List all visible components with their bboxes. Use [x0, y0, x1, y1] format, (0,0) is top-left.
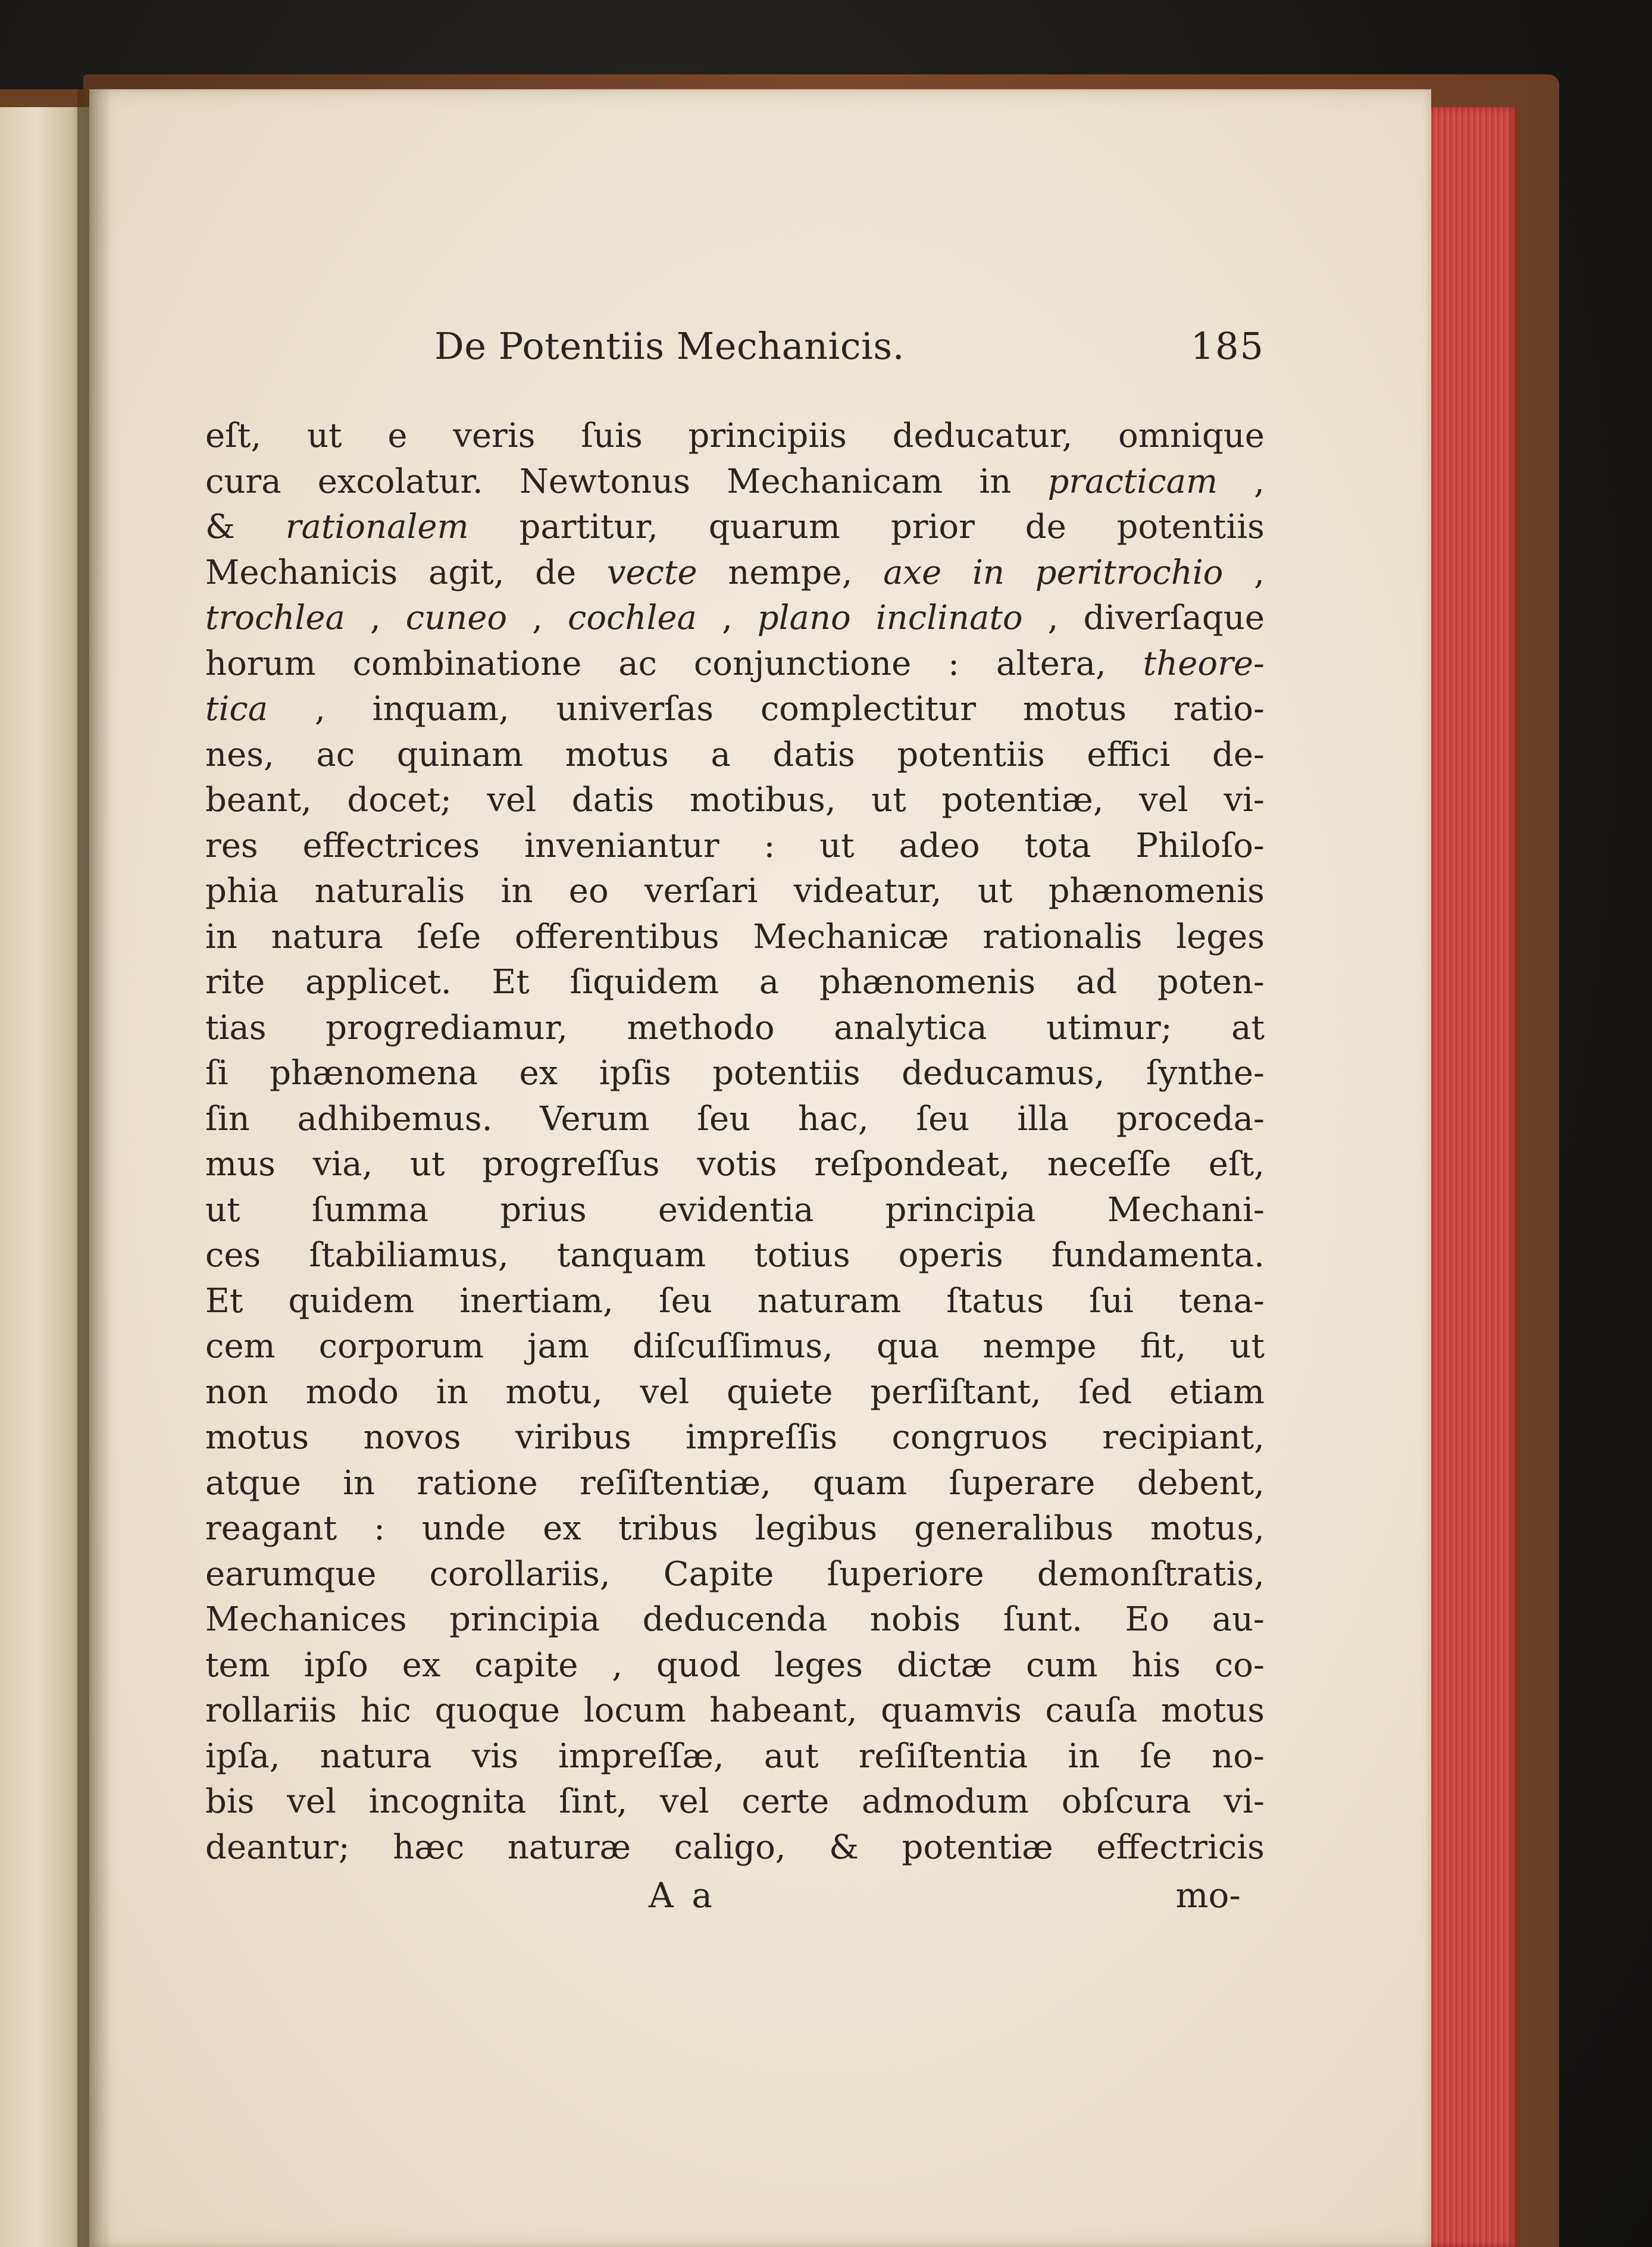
text-word: deducatur,: [892, 417, 1073, 455]
text-word: in: [205, 917, 237, 956]
text-line: [205, 1415, 1265, 1461]
text-word: in: [436, 1372, 468, 1412]
text-word: Philoſo-: [1135, 826, 1265, 865]
text-word: in: [343, 1463, 376, 1503]
text-word: Mechanicis: [205, 553, 398, 592]
text-line: [205, 733, 1265, 778]
text-word: modo: [305, 1372, 399, 1412]
text-word: deducenda: [642, 1600, 828, 1639]
text-word: impreſſæ,: [558, 1736, 724, 1776]
page-content: [205, 324, 1265, 1929]
text-word: rite: [205, 963, 265, 1002]
text-word: diverſaque: [1083, 599, 1265, 637]
text-word: eſt,: [1208, 1145, 1265, 1184]
text-word: ſtatus: [946, 1281, 1044, 1320]
text-word: earumque: [205, 1554, 377, 1594]
text-word: principia: [885, 1190, 1036, 1229]
text-line: [205, 1779, 1265, 1825]
text-word: ipſo: [304, 1645, 368, 1685]
text-word: tota: [1024, 826, 1091, 865]
text-body: [205, 414, 1265, 1870]
text-line: [205, 1051, 1265, 1097]
text-word: ſuperare: [949, 1463, 1096, 1503]
text-word: plano: [757, 599, 851, 637]
text-word: &: [829, 1827, 859, 1867]
text-word: generalibus: [914, 1509, 1113, 1548]
red-fore-edge: [1428, 107, 1518, 2247]
text-word: trochlea: [205, 599, 345, 637]
text-word: phia: [205, 872, 279, 910]
text-line: [205, 1142, 1265, 1188]
text-word: in: [972, 553, 1005, 592]
text-line: [205, 1279, 1265, 1325]
text-word: nobis: [869, 1600, 961, 1639]
text-word: ſui: [1089, 1281, 1134, 1320]
text-word: au-: [1212, 1600, 1265, 1639]
text-word: ,: [1254, 462, 1265, 501]
text-word: ,: [721, 599, 733, 637]
text-line: [205, 1597, 1265, 1643]
text-word: reſpondeat,: [814, 1145, 1010, 1184]
text-word: ,: [612, 1645, 623, 1685]
text-word: tanquam: [556, 1236, 706, 1275]
text-word: unde: [421, 1509, 506, 1548]
text-word: effici: [1087, 735, 1171, 774]
text-word: qua: [877, 1327, 940, 1366]
text-line: [205, 1233, 1265, 1279]
text-word: motibus,: [689, 781, 836, 819]
text-line: [205, 596, 1265, 641]
text-line: [205, 824, 1265, 869]
text-word: co-: [1214, 1645, 1265, 1685]
text-word: vecte: [606, 553, 697, 592]
text-line: [205, 1734, 1265, 1780]
text-word: adeo: [899, 826, 980, 865]
text-word: quinam: [396, 735, 524, 774]
text-word: natura: [271, 917, 383, 956]
text-line: [205, 1188, 1265, 1234]
text-word: ſeu: [916, 1099, 970, 1138]
text-word: Et: [205, 1281, 243, 1320]
text-word: his: [1131, 1645, 1181, 1685]
text-line: [205, 915, 1265, 960]
text-word: ſeu: [658, 1281, 712, 1320]
text-line: [205, 414, 1265, 459]
text-word: rationalem: [285, 508, 469, 546]
text-word: omnique: [1118, 417, 1265, 455]
text-word: potentiæ,: [941, 781, 1104, 819]
text-word: natura: [320, 1736, 432, 1776]
text-word: quamvis: [881, 1691, 1022, 1730]
text-word: hic: [360, 1691, 411, 1730]
text-word: Eo: [1125, 1600, 1170, 1639]
text-word: nempe: [983, 1327, 1097, 1366]
text-word: debent,: [1137, 1463, 1265, 1503]
text-word: deantur;: [205, 1827, 350, 1867]
text-word: no-: [1212, 1736, 1265, 1776]
text-word: vel: [287, 1782, 336, 1821]
text-word: dictæ: [896, 1645, 993, 1685]
text-word: illa: [1017, 1099, 1069, 1138]
text-word: e: [387, 417, 408, 455]
text-word: ut: [409, 1145, 445, 1184]
catchword: mo-: [1175, 1875, 1241, 1916]
text-word: evidentia: [658, 1190, 814, 1229]
text-word: ut: [819, 826, 855, 865]
text-word: conjunctione: [693, 644, 912, 683]
text-line: [205, 459, 1265, 505]
text-word: offerentibus: [514, 917, 719, 956]
text-word: ratione: [417, 1463, 538, 1503]
text-word: perſiſtant,: [870, 1372, 1041, 1412]
text-word: axe: [883, 553, 942, 592]
text-word: ſumma: [311, 1190, 429, 1229]
text-word: in: [979, 462, 1012, 501]
text-word: locum: [583, 1691, 686, 1730]
text-word: corporum: [318, 1327, 484, 1366]
text-word: ut: [306, 417, 342, 455]
text-word: vel: [659, 1782, 709, 1821]
text-word: inquam,: [372, 690, 509, 728]
text-word: ,: [1047, 599, 1059, 637]
text-word: proceda-: [1116, 1099, 1265, 1138]
text-word: ,: [532, 599, 543, 637]
text-word: corollariis,: [429, 1554, 611, 1594]
text-word: principia: [449, 1600, 600, 1639]
text-word: Et: [492, 963, 530, 1002]
text-word: motus: [205, 1418, 309, 1457]
text-word: cochlea: [567, 599, 697, 637]
text-line: [205, 1506, 1265, 1552]
text-word: ſin: [205, 1099, 250, 1138]
text-word: analytica: [834, 1008, 987, 1047]
text-line: [205, 1688, 1265, 1734]
text-word: caligo,: [674, 1827, 786, 1867]
text-word: fit,: [1140, 1327, 1187, 1366]
text-word: aut: [764, 1736, 819, 1776]
text-word: ex: [402, 1645, 441, 1685]
page-header: [205, 324, 1265, 390]
text-word: res: [205, 826, 258, 865]
text-word: congruos: [891, 1418, 1048, 1457]
text-word: novos: [363, 1418, 461, 1457]
text-word: datis: [772, 735, 855, 774]
text-word: peritrochio: [1035, 553, 1224, 592]
text-word: operis: [898, 1236, 1003, 1275]
text-word: potentiis: [1116, 508, 1265, 546]
text-word: neceſſe: [1047, 1145, 1172, 1184]
text-word: tribus: [618, 1509, 718, 1548]
text-word: motus: [565, 735, 669, 774]
text-word: Capite: [663, 1554, 774, 1594]
text-word: Mechani-: [1107, 1190, 1265, 1229]
text-line: [205, 960, 1265, 1006]
text-word: ſiquidem: [570, 963, 719, 1002]
text-word: cuneo: [405, 599, 508, 637]
text-word: ipſa,: [205, 1736, 280, 1776]
text-word: vi-: [1224, 1782, 1265, 1821]
text-word: diſcuſſimus,: [632, 1327, 833, 1366]
text-word: complectitur: [760, 690, 977, 728]
text-line: [205, 641, 1265, 687]
text-word: ac: [618, 644, 657, 683]
text-word: quidem: [288, 1281, 415, 1320]
spine-gutter-shadow: [77, 89, 113, 2247]
text-word: admodum: [862, 1782, 1030, 1821]
text-word: eo: [568, 872, 609, 910]
text-word: leges: [774, 1645, 863, 1685]
text-word: veris: [453, 417, 536, 455]
text-word: recipiant,: [1102, 1418, 1265, 1457]
text-word: ſe: [1140, 1736, 1172, 1776]
text-word: eſt,: [205, 417, 262, 455]
text-line: [205, 1825, 1265, 1871]
text-word: ut: [977, 872, 1013, 910]
text-word: theore-: [1143, 644, 1265, 683]
text-word: impreſſis: [686, 1418, 838, 1457]
text-word: ſeſe: [417, 917, 481, 956]
text-word: in: [500, 872, 533, 910]
text-word: ſunt.: [1003, 1600, 1082, 1639]
text-word: verſari: [644, 872, 758, 910]
text-word: nempe,: [728, 553, 853, 592]
text-word: viribus: [515, 1418, 631, 1457]
text-word: ipſis: [599, 1054, 671, 1093]
text-word: phænomenis: [1048, 872, 1265, 910]
text-word: bis: [205, 1782, 255, 1821]
text-word: poten-: [1157, 963, 1265, 1002]
text-word: applicet.: [305, 963, 452, 1002]
text-word: tica: [205, 690, 268, 728]
text-word: reſiſtentia: [858, 1736, 1028, 1776]
text-word: prior: [890, 508, 975, 546]
text-word: ſtabiliamus,: [309, 1236, 509, 1275]
text-word: univerſas: [556, 690, 714, 728]
text-word: hæc: [393, 1827, 465, 1867]
text-word: docet;: [347, 781, 452, 819]
text-word: ,: [314, 690, 326, 728]
text-line: [205, 1461, 1265, 1507]
text-word: vi-: [1224, 781, 1265, 819]
text-line: [205, 1370, 1265, 1416]
text-word: ut: [1229, 1327, 1265, 1366]
text-line: [205, 1097, 1265, 1143]
text-word: practicam: [1047, 462, 1218, 501]
left-cover-edge: [0, 89, 89, 107]
text-word: ſed: [1078, 1372, 1132, 1412]
text-line: [205, 505, 1265, 550]
text-word: ,: [370, 599, 381, 637]
text-word: ut: [205, 1190, 240, 1229]
text-line: [205, 1643, 1265, 1689]
text-word: :: [374, 1509, 385, 1548]
text-word: de-: [1212, 735, 1265, 774]
text-word: phænomena: [270, 1054, 478, 1093]
text-word: Mechanices: [205, 1600, 407, 1639]
text-line: [205, 550, 1265, 596]
text-word: inertiam,: [459, 1281, 614, 1320]
text-word: potentiis: [897, 735, 1045, 774]
text-word: certe: [741, 1782, 830, 1821]
text-word: a: [711, 735, 731, 774]
text-word: potentiis: [712, 1054, 861, 1093]
text-word: tena-: [1178, 1281, 1265, 1320]
text-word: prius: [500, 1190, 587, 1229]
text-word: methodo: [627, 1008, 775, 1047]
text-word: cura: [205, 462, 281, 501]
text-word: demonſtratis,: [1037, 1554, 1265, 1594]
text-word: quarum: [708, 508, 840, 546]
text-word: progreſſus: [482, 1145, 660, 1184]
text-word: motus,: [1150, 1509, 1265, 1548]
text-line: [205, 869, 1265, 915]
text-word: motus: [1160, 1691, 1265, 1730]
text-word: Newtonus: [519, 462, 691, 501]
text-word: a: [759, 963, 780, 1002]
text-word: combinatione: [352, 644, 582, 683]
text-word: ex: [543, 1509, 581, 1548]
text-word: ad: [1075, 963, 1118, 1002]
text-word: videatur,: [793, 872, 942, 910]
text-word: legibus: [755, 1509, 878, 1548]
text-word: naturam: [757, 1281, 902, 1320]
text-word: at: [1231, 1008, 1265, 1047]
text-word: reagant: [205, 1509, 337, 1548]
text-word: jam: [527, 1327, 589, 1366]
text-word: capite: [474, 1645, 578, 1685]
text-word: hac,: [798, 1099, 869, 1138]
text-word: cauſa: [1045, 1691, 1138, 1730]
text-word: mus: [205, 1145, 276, 1184]
text-word: naturalis: [314, 872, 465, 910]
previous-page-edge: [0, 89, 89, 2247]
text-word: Mechanicam: [727, 462, 943, 501]
text-word: quam: [812, 1463, 908, 1503]
text-word: tem: [205, 1645, 270, 1685]
text-word: totius: [754, 1236, 850, 1275]
text-word: vel: [640, 1372, 690, 1412]
text-word: utimur;: [1046, 1008, 1172, 1047]
text-word: etiam: [1169, 1372, 1265, 1412]
text-word: leges: [1176, 917, 1265, 956]
text-word: inclinato: [875, 599, 1023, 637]
text-word: quiete: [726, 1372, 833, 1412]
text-word: phænomenis: [819, 963, 1036, 1002]
text-word: &: [205, 508, 235, 546]
text-word: inveniantur: [524, 826, 719, 865]
text-word: reſiſtentiæ,: [579, 1463, 771, 1503]
text-word: ces: [205, 1236, 261, 1275]
text-word: Verum: [540, 1099, 650, 1138]
text-word: ſeu: [697, 1099, 751, 1138]
text-word: ut: [871, 781, 906, 819]
text-word: quod: [656, 1645, 741, 1685]
text-word: vis: [471, 1736, 519, 1776]
text-line: [205, 687, 1265, 733]
text-word: nes,: [205, 735, 274, 774]
text-word: cem: [205, 1327, 276, 1366]
text-word: datis: [571, 781, 655, 819]
text-word: votis: [697, 1145, 777, 1184]
text-word: ſuis: [581, 417, 643, 455]
text-word: effectrices: [302, 826, 480, 865]
text-word: rollariis: [205, 1691, 337, 1730]
text-word: ſynthe-: [1146, 1054, 1265, 1093]
text-word: principiis: [688, 417, 847, 455]
running-title: De Potentiis Mechanicis.: [434, 324, 905, 368]
text-line: [205, 1552, 1265, 1598]
text-word: partitur,: [519, 508, 658, 546]
page-footer: [205, 1875, 1265, 1929]
text-word: motus: [1022, 690, 1127, 728]
text-word: via,: [312, 1145, 373, 1184]
text-word: :: [764, 826, 775, 865]
text-word: cum: [1025, 1645, 1098, 1685]
text-word: ſuperiore: [827, 1554, 984, 1594]
text-word: potentiæ: [902, 1827, 1053, 1867]
text-word: beant,: [205, 781, 312, 819]
text-word: excolatur.: [317, 462, 483, 501]
text-word: ,: [1254, 553, 1265, 592]
text-word: ex: [519, 1054, 558, 1093]
text-word: adhibemus.: [297, 1099, 493, 1138]
text-word: agit,: [428, 553, 505, 592]
text-line: [205, 1324, 1265, 1370]
text-word: de: [535, 553, 577, 592]
text-word: quoque: [434, 1691, 561, 1730]
text-word: altera,: [996, 644, 1106, 683]
text-word: ratio-: [1173, 690, 1265, 728]
text-word: Mechanicæ: [753, 917, 949, 956]
book-page: [89, 89, 1431, 2247]
text-word: rationalis: [983, 917, 1143, 956]
text-line: [205, 1006, 1265, 1051]
text-word: progrediamur,: [326, 1008, 568, 1047]
text-word: non: [205, 1372, 268, 1412]
text-word: :: [948, 644, 959, 683]
text-word: ſi: [205, 1054, 229, 1093]
text-word: in: [1068, 1736, 1100, 1776]
text-word: naturæ: [507, 1827, 631, 1867]
text-word: effectricis: [1096, 1827, 1265, 1867]
text-word: fundamenta.: [1051, 1236, 1265, 1275]
text-word: atque: [205, 1463, 301, 1503]
text-word: de: [1025, 508, 1066, 546]
text-line: [205, 778, 1265, 824]
text-word: motu,: [505, 1372, 603, 1412]
text-word: habeant,: [709, 1691, 858, 1730]
text-word: obſcura: [1061, 1782, 1191, 1821]
signature-mark: A a: [649, 1875, 716, 1916]
text-word: deducamus,: [902, 1054, 1105, 1093]
text-word: vel: [1139, 781, 1188, 819]
page-number: 185: [1190, 324, 1265, 368]
text-word: ſint,: [559, 1782, 628, 1821]
text-word: tias: [205, 1008, 267, 1047]
text-word: horum: [205, 644, 316, 683]
text-word: incognita: [368, 1782, 527, 1821]
text-word: vel: [487, 781, 537, 819]
text-word: ac: [316, 735, 355, 774]
